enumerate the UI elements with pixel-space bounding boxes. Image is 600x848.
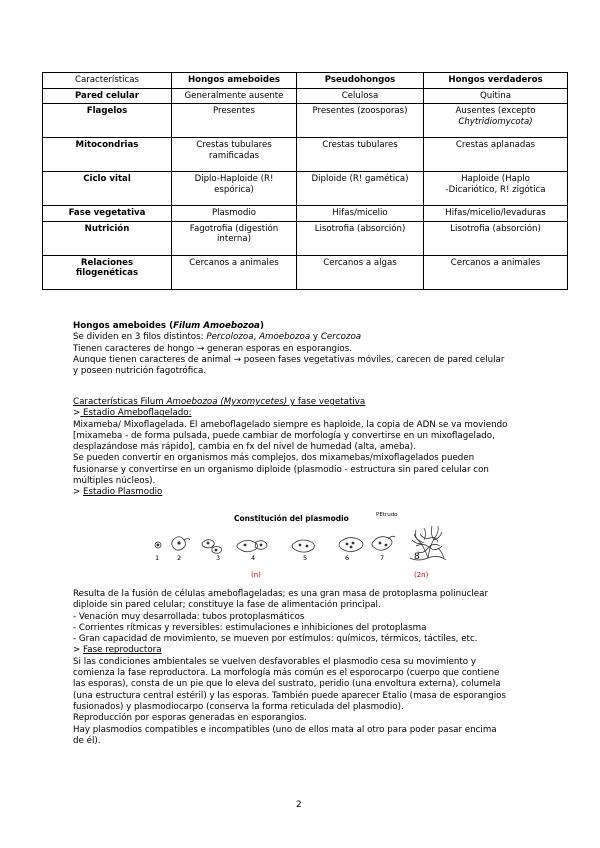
table-cell: Crestas aplanadas <box>424 138 568 172</box>
cell-text: Haploide (Haplo <box>461 174 530 184</box>
subheading-text: Fase reproductora <box>83 645 162 656</box>
table-cell: Diploide (R! gamética) <box>297 172 424 206</box>
row-label: Ciclo vital <box>43 172 172 206</box>
table-cell: Hifas/micelio/levaduras <box>424 206 568 222</box>
text-italic: Percolozoa <box>206 332 254 343</box>
table-cell: Presentes (zoosporas) <box>297 104 424 138</box>
header-pseudohongos: Pseudohongos <box>297 73 424 89</box>
table-cell: Lisotrofia (absorción) <box>297 221 424 255</box>
header-hongos-verdaderos: Hongos verdaderos <box>424 73 568 89</box>
figure-label-haploid: (n) <box>251 571 261 579</box>
table-cell: Presentes <box>172 104 297 138</box>
paragraph-line: Hay plasmodios compatibles e incompatibles (uno de ellos mata al otro para poder pasar encima <box>73 724 497 735</box>
table-row <box>43 88 568 104</box>
section-hongos-ameboides <box>73 321 533 377</box>
figure-label-diploid: (2n) <box>414 571 429 579</box>
paragraph-line: Si las condiciones ambientales se vuelven desfavorables el plasmodio cesa su movimiento y <box>73 656 476 667</box>
row-label: Pared celular <box>43 88 172 104</box>
table-cell <box>172 221 297 255</box>
arrow-marker: > <box>73 645 81 656</box>
stage-5-shape <box>292 540 314 552</box>
table-row <box>43 206 568 222</box>
paragraph-line: desplazándose más rápido], cambia en fx del nivel de humedad (alta, ameba). <box>73 442 416 453</box>
table-row <box>43 104 568 138</box>
figure-title: Constitución del plasmodio <box>234 514 349 523</box>
cell-text: ramificadas <box>208 150 260 161</box>
section-heading <box>73 397 533 408</box>
stage-number: 4 <box>251 554 256 562</box>
cell-text: Fagotrofia (digestión <box>189 223 279 234</box>
paragraph-line: - Corrientes rítmicas y reversibles: estimulaciones e inhibiciones del protoplasma <box>73 622 427 633</box>
row-label: Fase vegetativa <box>43 206 172 222</box>
paragraph-line: comienza la fase reproductora. La morfología más común es el esporocarpo (cuerpo que contiene <box>73 668 500 679</box>
table-cell: Cercanos a animales <box>172 255 297 289</box>
title-part: Hongos ameboides ( <box>73 321 174 331</box>
stage-number: 3 <box>216 554 221 562</box>
table-cell <box>424 104 568 138</box>
stage-7-shape <box>372 537 392 551</box>
table-row <box>43 221 568 255</box>
cell-text: Diplo-Haploide (R! <box>194 174 274 184</box>
table-cell <box>172 172 297 206</box>
section-title <box>73 321 533 332</box>
paragraph-line: Resulta de la fusión de células ameboflageladas; es una gran masa de protoplasma polinuclear <box>73 589 489 599</box>
cell-text: interna) <box>217 234 251 244</box>
subheading <box>73 487 533 498</box>
heading-part: Características Filum <box>73 397 167 407</box>
paragraph-line: Tienen caracteres de hongo → generan esporas en esporangios. <box>73 343 353 354</box>
cell-text: Crestas tubulares <box>196 140 272 150</box>
table-cell: Plasmodio <box>172 206 297 222</box>
text-part: Se dividen en 3 filos distintos: <box>73 332 207 343</box>
text-italic: Cercozoa <box>320 332 362 343</box>
plasmodium-figure <box>148 512 450 582</box>
paragraph-line: y poseen nutrición fagotrófica. <box>73 366 207 377</box>
table-cell: Generalmente ausente <box>172 88 297 104</box>
cell-text: -Dicariótico, R! zigótica <box>445 184 546 195</box>
table-row <box>43 255 568 289</box>
text-part: , <box>253 332 260 343</box>
paragraph-line: de él). <box>73 735 101 746</box>
cell-text-italic: Chytridiomycota) <box>458 116 533 127</box>
page-number: 2 <box>296 800 302 810</box>
section-caracteristicas-filum <box>73 397 533 499</box>
stage-number: 6 <box>345 554 350 562</box>
cell-text: espórica) <box>214 184 254 195</box>
paragraph-line: Se pueden convertir en organismos más complejos, dos mixamebas/mixoflagelados pueden <box>73 453 475 464</box>
arrow-marker: > <box>73 408 81 419</box>
table-row <box>43 172 568 206</box>
title-part-italic: Filum Amoebozoa <box>173 321 260 331</box>
table-cell: Quitina <box>424 88 568 104</box>
subheading <box>73 408 533 419</box>
table-cell: Celulosa <box>297 88 424 104</box>
text-part: y <box>310 332 321 343</box>
header-hongos-ameboides: Hongos ameboides <box>172 73 297 89</box>
header-caracteristicas: Características <box>43 73 172 89</box>
figure-side-label: PEtrudo <box>376 512 398 518</box>
arrow-marker: > <box>73 487 81 498</box>
paragraph-line: (una estructura central estéril) y las esporas. También puede aparecer Etalio (masa de esporangios <box>73 690 506 701</box>
table-cell: Cercanos a animales <box>424 255 568 289</box>
stage-number: 1 <box>155 554 160 562</box>
row-label <box>43 255 172 289</box>
row-label-line: Relaciones <box>80 257 134 268</box>
heading-italic: Amoebozoa (Myxomycetes) <box>166 397 288 407</box>
comparison-table <box>42 72 568 290</box>
row-label: Mitocondrias <box>43 138 172 172</box>
stage-number: 7 <box>380 554 385 562</box>
row-label: Nutrición <box>43 221 172 255</box>
row-label: Flagelos <box>43 104 172 138</box>
section-plasmodio-reproduccion <box>73 589 533 747</box>
paragraph-line: - Gran capacidad de movimiento, se mueven por estímulos: químicos, térmicos, táctiles, etc. <box>73 634 478 645</box>
cell-text: Ausentes (excepto <box>455 106 536 116</box>
paragraph-line: fusionarse y convertirse en un organismo diploide (plasmodio - estructura sin pared celular con <box>73 464 489 475</box>
subheading <box>73 645 533 656</box>
table-row <box>43 138 568 172</box>
stage-number: 8 <box>414 552 420 562</box>
paragraph-line: las esporas), consta de un pie que lo eleva del sustrato, peridio (una envoltura externa), columela <box>73 679 501 690</box>
table-cell: Lisotrofia (absorción) <box>424 221 568 255</box>
table-header-row <box>43 73 568 89</box>
text-italic: Amoebozoa <box>259 332 311 343</box>
table-cell: Cercanos a algas <box>297 255 424 289</box>
heading-part: y fase vegetativa <box>287 397 366 407</box>
paragraph-line: - Venación muy desarrollada: tubos protoplasmáticos <box>73 611 305 622</box>
table-cell <box>424 172 568 206</box>
table-cell: Crestas tubulares <box>297 138 424 172</box>
paragraph-line <box>73 332 533 343</box>
stage-6-shape <box>339 538 363 552</box>
paragraph-line: Aunque tienen caracteres de animal → poseen fases vegetativas móviles, carecen de pared celular <box>73 354 505 365</box>
paragraph-line: fusionados) y plasmodiocarpo (conserva la forma reticulada del plasmodio). <box>73 701 404 712</box>
table-cell <box>172 138 297 172</box>
paragraph-line: [mixameba - de forma pulsada, puede cambiar de morfología y convertirse en un mixoflagelado, <box>73 430 495 441</box>
stage-number: 5 <box>303 554 308 562</box>
subheading-text: Estadio Plasmodio <box>83 487 163 498</box>
stage-number: 2 <box>177 554 182 562</box>
title-part: ) <box>259 321 264 331</box>
subheading-text: Estadio Ameboflagelado: <box>80 408 192 419</box>
paragraph-line: múltiples núcleos). <box>73 476 156 487</box>
stage-4-shape <box>237 540 258 551</box>
paragraph-line: Mixameba/ Mixoflagelada. El ameboflagelado siempre es haploide, la copia de ADN se va moviendo <box>73 419 508 430</box>
paragraph-line: Reproducción por esporas generadas en esporangios. <box>73 713 307 724</box>
paragraph-line: diploide sin pared celular; constituye la fase de alimentación principal. <box>73 600 381 611</box>
row-label-line: filogenéticas <box>75 268 139 278</box>
table-cell: Hifas/micelio <box>297 206 424 222</box>
